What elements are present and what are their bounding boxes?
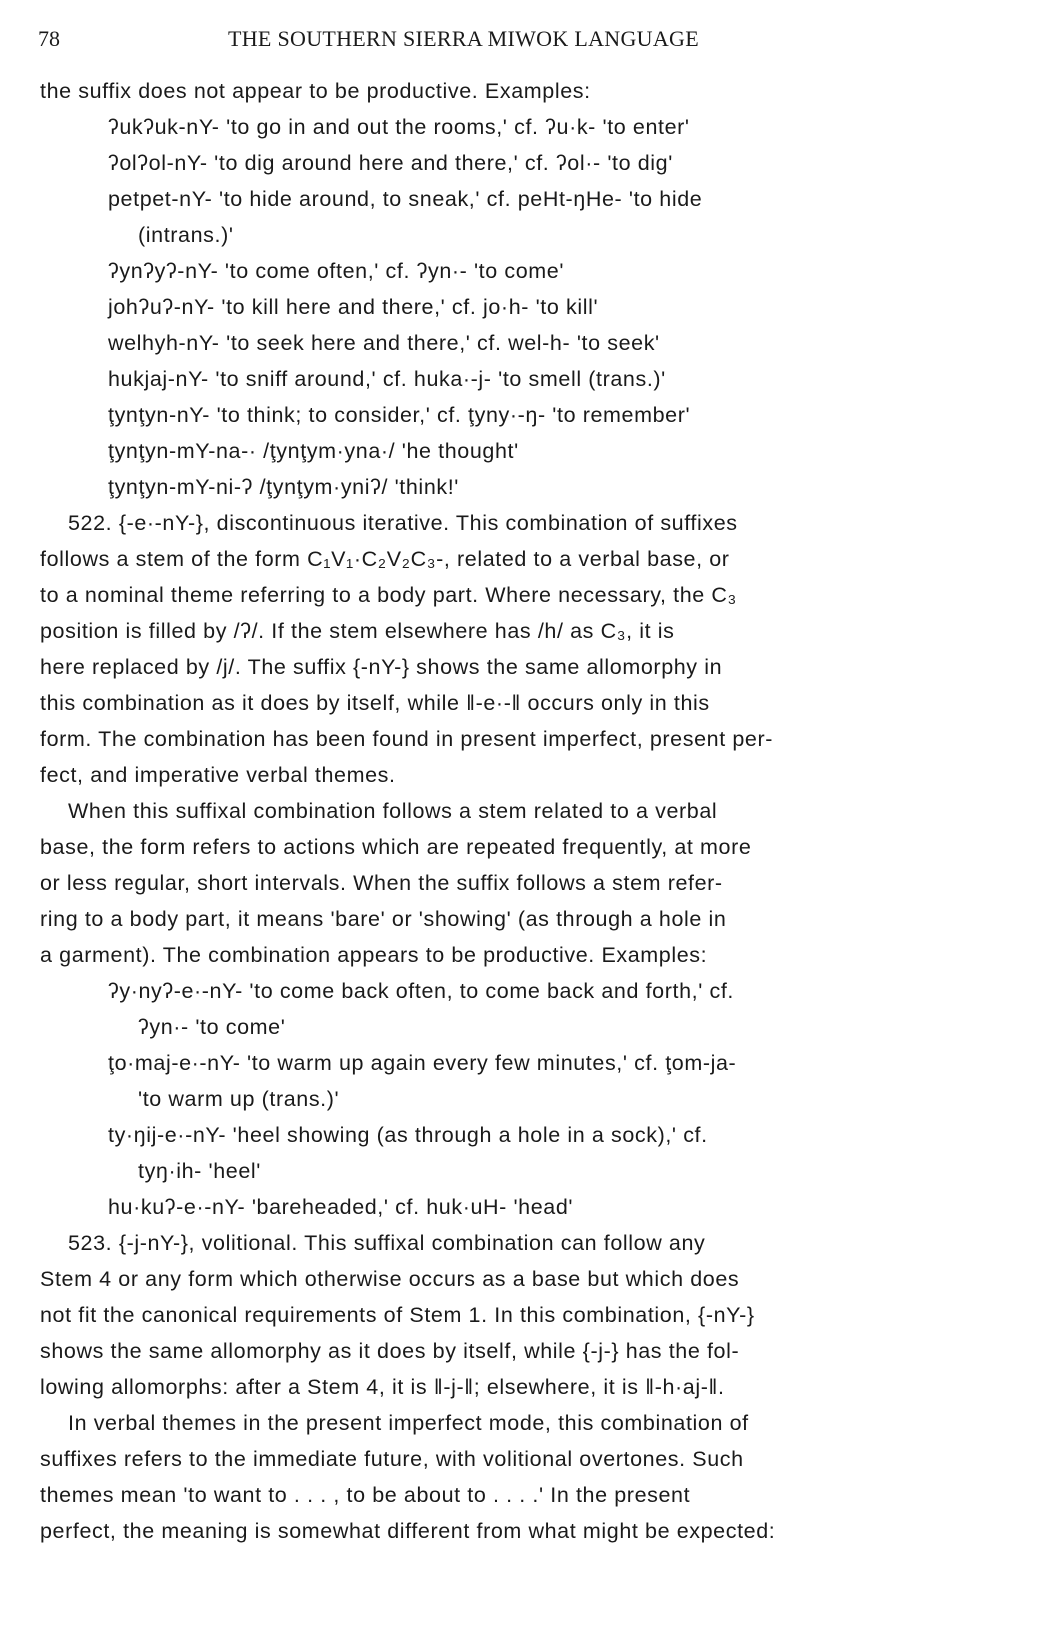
- example-line: ʔolʔol-nY- 'to dig around here and there,' cf. ʔol·- 'to dig': [108, 151, 673, 175]
- section-522-heading: 522. {-e·-nY-}, discontinuous iterative. This combination of suffixes: [68, 511, 738, 535]
- example-continuation: ʔyn·- 'to come': [138, 1015, 286, 1039]
- example-continuation: (intrans.)': [138, 223, 234, 247]
- example-line: hukjaj-nY- 'to sniff around,' cf. huka·-j- 'to smell (trans.)': [108, 367, 666, 391]
- text-line: the suffix does not appear to be productive. Examples:: [40, 79, 591, 103]
- text-line: shows the same allomorphy as it does by itself, while {-j-} has the fol-: [40, 1339, 740, 1363]
- example-continuation: tyŋ·ih- 'heel': [138, 1159, 261, 1183]
- text-line: not fit the canonical requirements of Stem 1. In this combination, {-nY-}: [40, 1303, 755, 1327]
- text-line: to a nominal theme referring to a body part. Where necessary, the C₃: [40, 583, 737, 607]
- text-line: a garment). The combination appears to be productive. Examples:: [40, 943, 708, 967]
- example-line: ţynţyn-nY- 'to think; to consider,' cf. ţyny·-ŋ- 'to remember': [108, 403, 691, 427]
- text-line: Stem 4 or any form which otherwise occurs as a base but which does: [40, 1267, 740, 1291]
- text-line: suffixes refers to the immediate future, with volitional overtones. Such: [40, 1447, 744, 1471]
- example-line: petpet-nY- 'to hide around, to sneak,' cf. peHt-ŋHe- 'to hide: [108, 187, 703, 211]
- page-header: [38, 26, 968, 56]
- text-line: follows a stem of the form C₁V₁·C₂V₂C₃-, related to a verbal base, or: [40, 547, 730, 571]
- paragraph-start: In verbal themes in the present imperfect mode, this combination of: [68, 1411, 749, 1435]
- example-line: welhyh-nY- 'to seek here and there,' cf. wel-h- 'to seek': [108, 331, 660, 355]
- example-line: ty·ŋij-e·-nY- 'heel showing (as through a hole in a sock),' cf.: [108, 1123, 708, 1147]
- example-line: ţynţyn-mY-ni-ʔ /ţynţym·yniʔ/ 'think!': [108, 475, 459, 499]
- page-number: 78: [38, 26, 60, 51]
- example-line: hu·kuʔ-e·-nY- 'bareheaded,' cf. huk·uH- 'head': [108, 1195, 574, 1219]
- example-line: ʔukʔuk-nY- 'to go in and out the rooms,' cf. ʔu·k- 'to enter': [108, 115, 690, 139]
- text-line: form. The combination has been found in present imperfect, present per-: [40, 727, 773, 751]
- text-line: ring to a body part, it means 'bare' or 'showing' (as through a hole in: [40, 907, 727, 931]
- text-line: base, the form refers to actions which are repeated frequently, at more: [40, 835, 752, 859]
- paragraph-start: When this suffixal combination follows a stem related to a verbal: [68, 799, 718, 823]
- running-title: THE SOUTHERN SIERRA MIWOK LANGUAGE: [228, 26, 699, 51]
- text-line: or less regular, short intervals. When the suffix follows a stem refer-: [40, 871, 723, 895]
- example-continuation: 'to warm up (trans.)': [138, 1087, 340, 1111]
- example-line: johʔuʔ-nY- 'to kill here and there,' cf. jo·h- 'to kill': [108, 295, 599, 319]
- section-523-heading: 523. {-j-nY-}, volitional. This suffixal combination can follow any: [68, 1231, 706, 1255]
- text-line: fect, and imperative verbal themes.: [40, 763, 396, 787]
- example-line: ʔy·nyʔ-e·-nY- 'to come back often, to come back and forth,' cf.: [108, 979, 734, 1003]
- example-line: ʔynʔyʔ-nY- 'to come often,' cf. ʔyn·- 'to come': [108, 259, 565, 283]
- text-line: position is filled by /ʔ/. If the stem elsewhere has /h/ as C₃, it is: [40, 619, 675, 643]
- text-line: themes mean 'to want to . . . , to be about to . . . .' In the present: [40, 1483, 691, 1507]
- text-line: here replaced by /j/. The suffix {-nY-} shows the same allomorphy in: [40, 655, 723, 679]
- example-line: ţo·maj-e·-nY- 'to warm up again every few minutes,' cf. ţom-ja-: [108, 1051, 737, 1075]
- text-line: lowing allomorphs: after a Stem 4, it is ‖-j-‖; elsewhere, it is ‖-h·aj-‖.: [40, 1375, 725, 1399]
- text-line: perfect, the meaning is somewhat different from what might be expected:: [40, 1519, 776, 1543]
- example-line: ţynţyn-mY-na-· /ţynţym·yna·/ 'he thought': [108, 439, 519, 463]
- text-line: this combination as it does by itself, while ‖-e·-‖ occurs only in this: [40, 691, 710, 715]
